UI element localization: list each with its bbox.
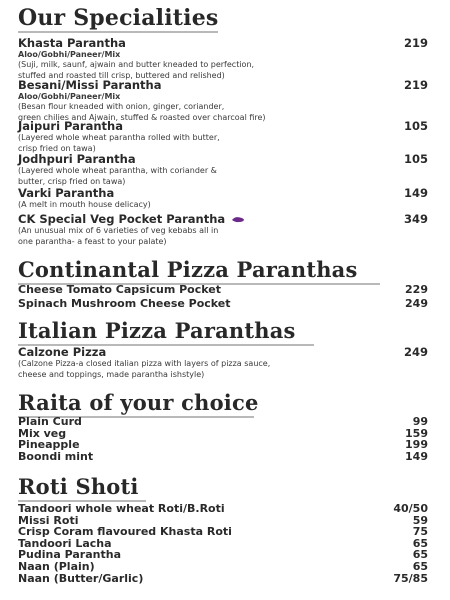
- item-name: Khasta Parantha: [18, 36, 126, 50]
- item-description-line: green chilies and Ajwain, stuffed & roasted over charcoal fire): [18, 112, 266, 122]
- menu-item-calzone: [18, 346, 428, 380]
- menu-item-jodhpuri: [18, 153, 428, 187]
- item-name-wrap: [18, 213, 245, 226]
- item-variants: Aloo/Gobhi/Paneer/Mix: [18, 50, 121, 60]
- item-name: Crisp Coram flavoured Khasta Roti: [18, 525, 232, 539]
- item-price: 159: [405, 426, 428, 440]
- item-name: Cheese Tomato Capsicum Pocket: [18, 283, 222, 296]
- menu-item-khasta: [18, 37, 428, 81]
- item-name: Missi Roti: [18, 513, 79, 527]
- item-description-line: (An unusual mix of 6 varieties of veg kebabs all in: [18, 226, 219, 236]
- section-underline: [18, 31, 218, 33]
- item-name: Varki Parantha: [18, 186, 115, 200]
- item-price: 40/50: [393, 502, 428, 515]
- section-title-continental: Continantal Pizza Paranthas: [18, 257, 358, 282]
- list-item: [18, 451, 428, 463]
- item-price: 65: [412, 548, 428, 562]
- item-description-line: one parantha- a feast to your palate): [18, 236, 167, 246]
- item-price: 229: [405, 283, 428, 296]
- item-price: 249: [405, 297, 428, 310]
- item-price: 59: [412, 513, 428, 527]
- item-name: Plain Curd: [18, 415, 82, 428]
- item-name: Tandoori Lacha: [18, 536, 112, 550]
- item-name: Pudina Parantha: [18, 548, 122, 562]
- item-name: Jodhpuri Parantha: [18, 152, 136, 166]
- item-name: Pineapple: [18, 438, 80, 452]
- roti-list: [18, 503, 428, 584]
- item-price: 65: [412, 559, 428, 573]
- item-price: 349: [403, 212, 428, 226]
- list-item: [18, 284, 428, 298]
- raita-list: [18, 416, 428, 462]
- item-name: Boondi mint: [18, 449, 94, 463]
- item-name: Jaipuri Parantha: [18, 119, 123, 133]
- item-price: 105: [403, 119, 428, 133]
- item-description-line: crisp fried on tawa): [18, 143, 96, 153]
- list-item: [18, 298, 428, 312]
- item-price: 99: [412, 415, 428, 428]
- item-name: Naan (Butter/Garlic): [18, 571, 144, 585]
- item-variants: Aloo/Gobhi/Paneer/Mix: [18, 92, 121, 102]
- item-price: 75/85: [393, 571, 428, 585]
- menu-item-ck-special: [18, 213, 428, 247]
- item-price: 219: [403, 36, 428, 50]
- item-description-line: cheese and toppings, made parantha ishstyle): [18, 369, 205, 379]
- item-price: 149: [403, 186, 428, 200]
- item-price: 75: [412, 525, 428, 539]
- item-name: Tandoori whole wheat Roti/B.Roti: [18, 502, 225, 515]
- item-name: Naan (Plain): [18, 559, 95, 573]
- item-description-line: (A melt in mouth house delicacy): [18, 200, 151, 210]
- list-item: [18, 416, 428, 428]
- chili-icon: [231, 216, 245, 223]
- section-title-roti: Roti Shoti: [18, 474, 139, 499]
- item-price: 105: [403, 152, 428, 166]
- continental-list: [18, 284, 428, 312]
- item-price: 149: [405, 449, 428, 463]
- list-item: [18, 573, 428, 585]
- item-description-line: (Layered whole wheat parantha, with coriander &: [18, 166, 217, 176]
- menu-item-varki: [18, 187, 428, 211]
- menu-item-besani: [18, 79, 428, 123]
- item-description-line: (Layered whole wheat parantha rolled with butter,: [18, 133, 220, 143]
- item-name: Spinach Mushroom Cheese Pocket: [18, 297, 231, 310]
- menu-item-jaipuri: [18, 120, 428, 154]
- item-price: 219: [403, 78, 428, 92]
- list-item: [18, 561, 428, 573]
- item-price: 65: [412, 536, 428, 550]
- item-description-line: (Besan flour kneaded with onion, ginger, coriander,: [18, 102, 225, 112]
- item-description-line: (Suji, milk, saunf, ajwain and butter kneaded to perfection,: [18, 60, 255, 70]
- section-title-raita: Raita of your choice: [18, 390, 259, 415]
- item-description-line: butter, crisp fried on tawa): [18, 176, 126, 186]
- item-name: Calzone Pizza: [18, 345, 107, 359]
- item-price: 199: [405, 438, 428, 452]
- item-description-line: (Calzone Pizza-a closed italian pizza with layers of pizza sauce,: [18, 359, 271, 369]
- item-name: Mix veg: [18, 426, 67, 440]
- section-title-specialities: Our Specialities: [18, 5, 219, 31]
- item-price: 249: [403, 345, 428, 359]
- list-item: [18, 503, 428, 515]
- section-title-italian: Italian Pizza Paranthas: [18, 318, 296, 343]
- item-description-line: stuffed and roasted till crisp, buttered and relished): [18, 70, 225, 80]
- item-name: Besani/Missi Parantha: [18, 78, 162, 92]
- item-name: CK Special Veg Pocket Parantha: [18, 212, 226, 226]
